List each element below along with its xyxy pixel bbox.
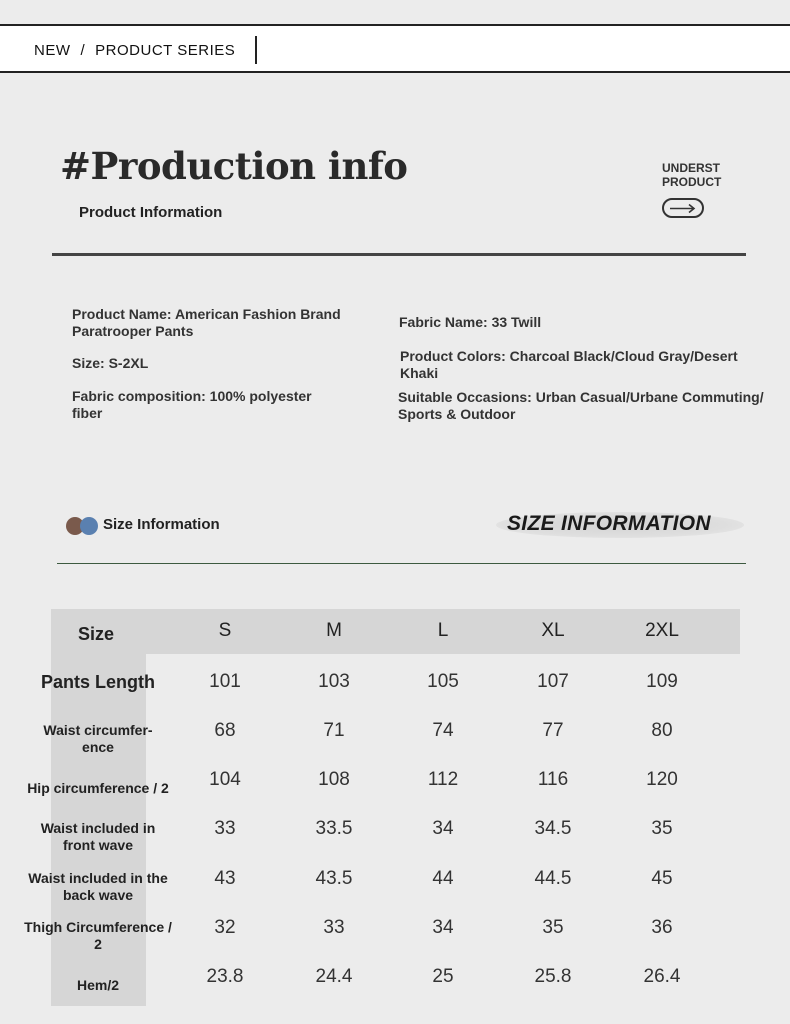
table-row-label xyxy=(4,977,192,994)
size-divider xyxy=(57,563,746,564)
table-cell: 43 xyxy=(214,868,236,889)
table-cell: 104 xyxy=(209,769,241,790)
breadcrumb-new[interactable]: NEW xyxy=(34,42,71,59)
table-cell: 33 xyxy=(214,818,236,839)
table-cell: 116 xyxy=(537,769,569,790)
table-cell: 35 xyxy=(651,818,673,839)
table-cell: 107 xyxy=(537,671,569,692)
understand-product-label xyxy=(662,161,721,189)
product-colors-line1: Product Colors: Charcoal Black/Cloud Gray/Desert xyxy=(400,348,738,364)
breadcrumb-separator: / xyxy=(80,42,86,59)
table-row-label xyxy=(4,820,192,854)
table-cell: 108 xyxy=(318,769,350,790)
table-row-label xyxy=(4,780,192,797)
fabric-composition-line2: fiber xyxy=(72,405,103,421)
breadcrumb-product-series[interactable]: PRODUCT SERIES xyxy=(95,42,236,59)
table-header-xl: XL xyxy=(541,620,565,641)
understand-line1: UNDERST xyxy=(662,161,721,175)
table-row-label-line: Waist included in the xyxy=(28,870,168,886)
table-cell: 33 xyxy=(323,917,345,938)
top-bar xyxy=(0,24,790,73)
table-row-label-line: Hem/2 xyxy=(76,976,120,993)
table-cell: 112 xyxy=(427,769,459,790)
table-cell: 36 xyxy=(651,917,673,938)
table-header-s: S xyxy=(218,620,232,641)
table-cell: 26.4 xyxy=(643,966,681,987)
table-cell: 74 xyxy=(432,720,454,741)
table-cell: 33.5 xyxy=(315,818,353,839)
product-name-line2: Paratrooper Pants xyxy=(72,323,194,339)
table-cell: 77 xyxy=(542,720,564,741)
table-cell: 32 xyxy=(214,917,236,938)
table-cell: 44.5 xyxy=(534,868,572,889)
color-dots-icon xyxy=(66,517,100,535)
table-cell: 35 xyxy=(542,917,564,938)
table-cell: 23.8 xyxy=(206,966,244,987)
table-cell: 34.5 xyxy=(534,818,572,839)
table-cell: 105 xyxy=(427,671,459,692)
table-row-label xyxy=(4,674,192,691)
size-information-label: Size Information xyxy=(103,516,220,533)
fabric-composition-line1: Fabric composition: 100% polyester xyxy=(72,388,312,404)
table-row-label-line: Waist included in xyxy=(40,820,156,836)
table-cell: 68 xyxy=(214,720,236,741)
table-row-label-line: Hip circumference / 2 xyxy=(27,779,169,796)
suitable-occasions-line1: Suitable Occasions: Urban Casual/Urbane Commuting/ xyxy=(398,389,764,405)
product-name xyxy=(72,306,341,340)
suitable-occasions-line2: Sports & Outdoor xyxy=(398,406,516,422)
table-header-l: L xyxy=(437,620,449,641)
product-colors xyxy=(400,348,738,382)
table-cell: 80 xyxy=(651,720,673,741)
product-name-line1: Product Name: American Fashion Brand xyxy=(72,306,341,322)
table-row-label xyxy=(4,722,192,756)
table-cell: 45 xyxy=(651,868,673,889)
table-header-size: Size xyxy=(77,624,115,644)
table-row-label-line: 2 xyxy=(94,936,102,952)
table-row-label-line: Pants Length xyxy=(40,672,155,692)
fabric-name: Fabric Name: 33 Twill xyxy=(399,314,542,330)
divider xyxy=(255,36,257,64)
section-divider xyxy=(52,253,746,256)
table-cell: 120 xyxy=(646,769,678,790)
table-row-label-line: ence xyxy=(82,739,114,755)
table-header-m: M xyxy=(326,620,342,641)
size-information-banner: SIZE INFORMATION xyxy=(507,512,711,535)
table-row-label-line: Thigh Circumference / xyxy=(24,919,172,935)
table-row-label xyxy=(4,919,192,953)
table-row-label-line: back wave xyxy=(62,887,134,903)
table-row-label xyxy=(4,870,192,904)
table-cell: 109 xyxy=(646,671,678,692)
table-cell: 101 xyxy=(209,671,241,692)
arrow-right-icon[interactable] xyxy=(662,198,704,218)
dot-blue xyxy=(80,517,98,535)
table-cell: 24.4 xyxy=(315,966,353,987)
table-cell: 34 xyxy=(432,818,454,839)
table-header-2xl: 2XL xyxy=(645,620,679,641)
table-cell: 43.5 xyxy=(315,868,353,889)
page-title: #Production info xyxy=(60,144,408,188)
table-cell: 25 xyxy=(432,966,454,987)
product-size: Size: S-2XL xyxy=(72,355,149,371)
page-subtitle: Product Information xyxy=(79,204,223,221)
table-cell: 25.8 xyxy=(534,966,572,987)
understand-line2: PRODUCT xyxy=(662,175,722,189)
product-colors-line2: Khaki xyxy=(400,365,439,381)
table-cell: 44 xyxy=(432,868,454,889)
table-row-label-line: Waist circumfer- xyxy=(43,722,153,738)
table-cell: 71 xyxy=(323,720,345,741)
suitable-occasions xyxy=(398,389,764,423)
table-cell: 34 xyxy=(432,917,454,938)
fabric-composition xyxy=(72,388,312,422)
table-cell: 103 xyxy=(318,671,350,692)
breadcrumb xyxy=(34,42,235,59)
table-row-label-line: front wave xyxy=(62,837,133,853)
